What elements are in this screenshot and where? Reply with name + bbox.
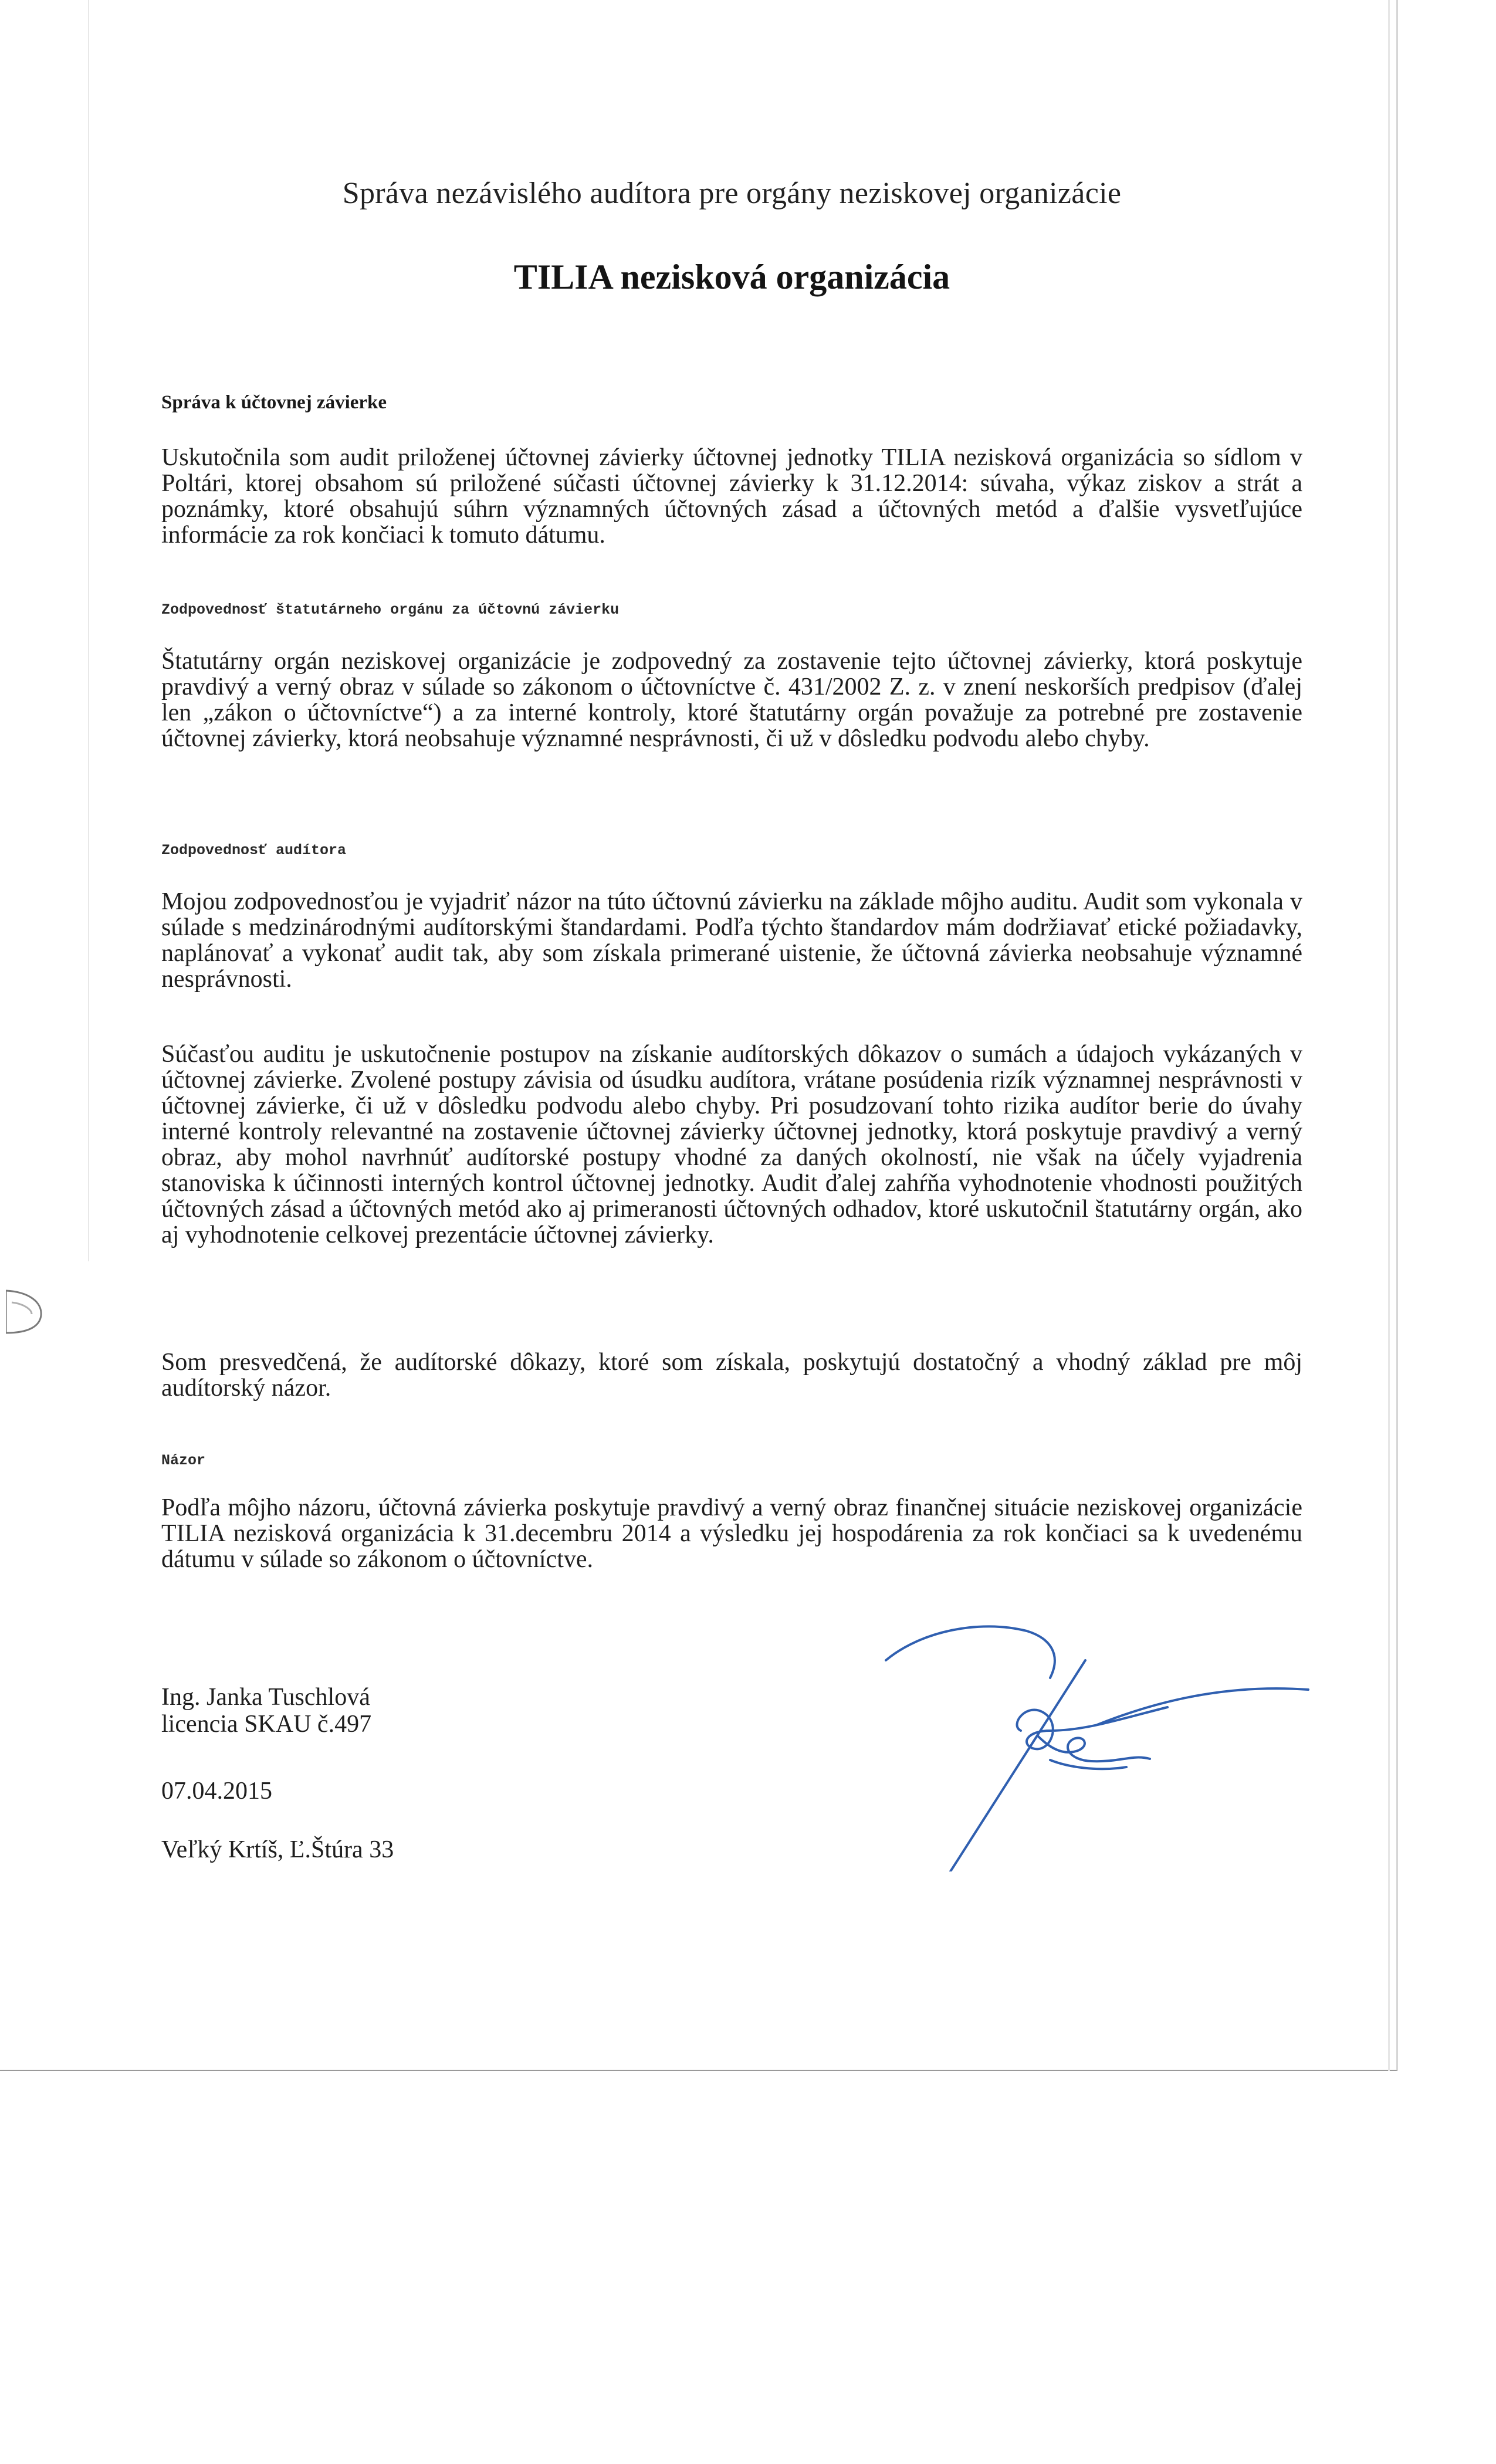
page-edge-right xyxy=(1388,0,1390,2071)
signatory-date: 07.04.2015 xyxy=(161,1778,272,1805)
section-heading-auditor: Zodpovednosť audítora xyxy=(161,842,347,859)
signatory-address: Veľký Krtíš, Ľ.Štúra 33 xyxy=(161,1836,394,1863)
handwritten-signature xyxy=(874,1613,1332,1871)
section-heading-opinion: Názor xyxy=(161,1452,206,1469)
paragraph-auditor-3: Som presvedčená, že audítorské dôkazy, ktoré som získala, poskytujú dostatočný a vhodný základ pre môj audítorský názor. xyxy=(161,1349,1302,1402)
page-edge-left xyxy=(88,0,89,1261)
paragraph-auditor-1: Mojou zodpovednosťou je vyjadriť názor na túto účtovnú závierku na základe môjho auditu. Audit som vykonala v súlade s medzinárodnými audítorskými štandardami. Podľa týchto štandardov mám dodržiavať etické požiadavky, naplánovať a vykonať audit tak, aby som získala primerané uistenie, že účtovná závierka neobsahuje významné nesprávnosti. xyxy=(161,888,1302,993)
organization-title: TILIA nezisková organizácia xyxy=(513,258,950,296)
paragraph-statutory: Štatutárny orgán neziskovej organizácie je zodpovedný za zostavenie tejto účtovnej závierky, ktorá poskytuje pravdivý a verný obraz v súlade so zákonom o účtovníctve č. 431/2002 Z. z. v znení neskorších predpisov (ďalej len „zákon o účtovníctve“) a za interné kontroly, ktoré štatutárny orgán považuje za potrebné pre zostavenie účtovnej závierky, ktorá neobsahuje významné nesprávnosti, či už v dôsledku podvodu alebo chyby. xyxy=(161,648,1302,752)
paragraph-opinion: Podľa môjho názoru, účtovná závierka poskytuje pravdivý a verný obraz finančnej situácie neziskovej organizácie TILIA nezisková organizácia k 31.decembru 2014 a výsledku jej hospodárenia za rok končiaci sa k uvedenému dátumu v súlade so zákonom o účtovníctve. xyxy=(161,1494,1302,1573)
scan-background xyxy=(0,2071,1496,2464)
section-heading-statutory: Zodpovednosť štatutárneho orgánu za účtovnú závierku xyxy=(161,601,620,618)
signatory-name: Ing. Janka Tuschlová xyxy=(161,1684,370,1711)
binder-hole-icon xyxy=(6,1279,47,1343)
paragraph-report: Uskutočnila som audit priloženej účtovnej závierky účtovnej jednotky TILIA nezisková organizácia so sídlom v Poltári, ktorej obsahom sú priložené súčasti účtovnej závierky k 31.12.2014: súvaha, výkaz ziskov a strát a poznámky, ktoré obsahujú súhrn významných účtovných zásad a účtovných metód a ďalšie vysvetľujúce informácie za rok končiaci k tomuto dátumu. xyxy=(161,444,1302,549)
signatory-license: licencia SKAU č.497 xyxy=(161,1711,372,1738)
paragraph-auditor-2: Súčasťou auditu je uskutočnenie postupov na získanie audítorských dôkazov o sumách a údajoch vykázaných v účtovnej závierke. Zvolené postupy závisia od úsudku audítora, vrátane posúdenia rizík významnej nesprávnosti v účtovnej závierke, či už v dôsledku podvodu alebo chyby. Pri posudzovaní tohto rizika audítor berie do úvahy interné kontroly relevantné na zostavenie účtovnej závierky účtovnej jednotky, ktorá poskytuje pravdivý a verný obraz, aby mohol navrhnúť audítorské postupy vhodné za daných okolností, nie však na účely vyjadrenia stanoviska k účinnosti interných kontrol účtovnej jednotky. Audit ďalej zahŕňa vyhodnotenie vhodnosti použitých účtovných zásad a účtovných metód ako aj primeranosti účtovných odhadov, ktoré uskutočnil štatutárny orgán, ako aj vyhodnotenie celkovej prezentácie účtovnej závierky. xyxy=(161,1041,1302,1248)
document-title: Správa nezávislého audítora pre orgány neziskovej organizácie xyxy=(342,177,1122,210)
section-heading-report: Správa k účtovnej závierke xyxy=(161,392,387,413)
